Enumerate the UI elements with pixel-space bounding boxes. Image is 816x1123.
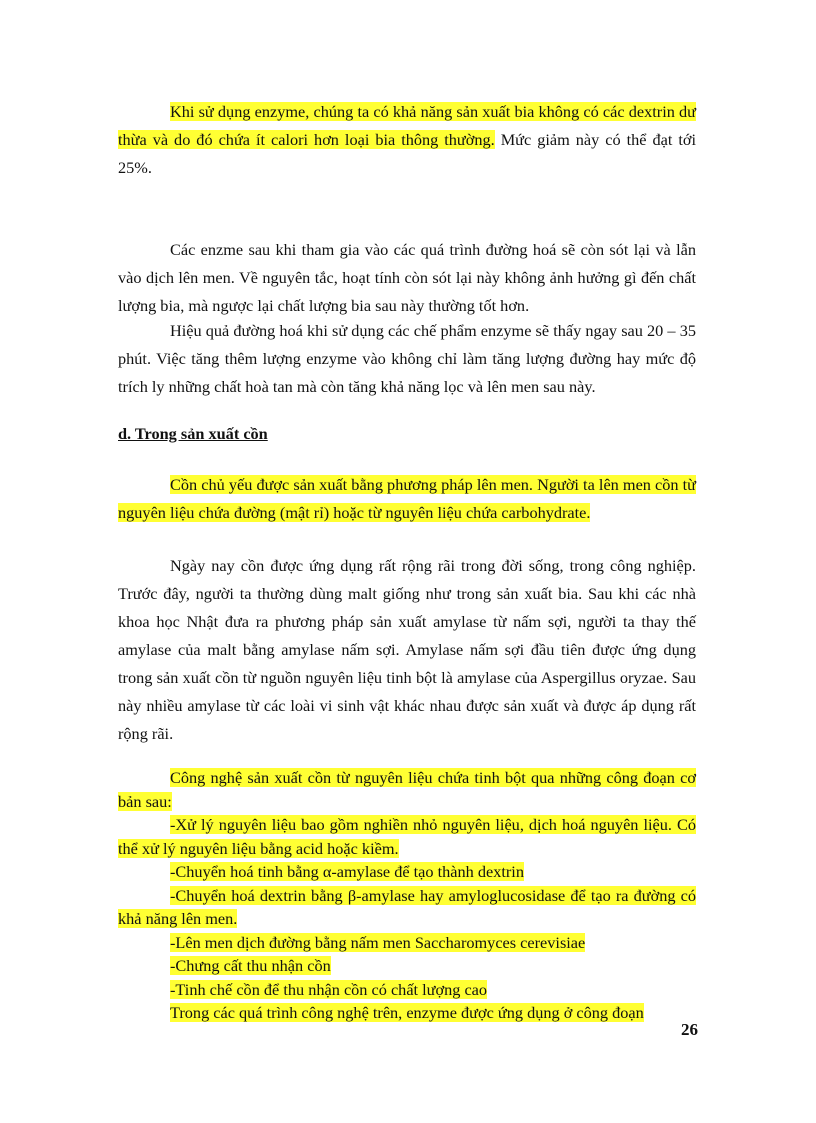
paragraph-amylase-history: Ngày nay cồn được ứng dụng rất rộng rãi trong đời sống, trong công nghiệp. Trước đây, người ta thường dùng malt giống như trong sản xuất bia. Sau khi các nhà khoa học Nhật đưa ra phương pháp sản xuất amylase từ nấm sợi, người ta thay thế amylase của malt bằng amylase nấm sợi. Amylase nấm sợi đầu tiên được ứng dụng trong sản xuất cồn từ nguồn nguyên liệu tinh bột là amylase của Aspergillus oryzae. Sau này nhiều amylase từ các loài vi sinh vật khác nhau được sản xuất và được áp dụng rất rộng rãi. [118,556,696,743]
paragraph-text: Mức giảm này có thể đạt tới 25%. [118,130,696,177]
highlighted-text: Khi sử dụng enzyme, chúng ta có khả năng sản xuất bia không có các dextrin dư thừa và do đó chứa ít calori hơn loại bia thông thường. [118,102,696,149]
process-tail: Trong các quá trình công nghệ trên, enzyme được ứng dụng ở công đoạn [170,1003,644,1022]
paragraph-enzyme-beer-calories [118,98,696,182]
paragraph-ethanol-production [118,471,696,527]
process-step: -Chưng cất thu nhận cồn [170,956,331,975]
process-step: -Chuyển hoá tinh bằng α-amylase để tạo thành dextrin [170,862,524,881]
paragraph-saccharification-efficiency: Hiệu quả đường hoá khi sử dụng các chế phẩm enzyme sẽ thấy ngay sau 20 – 35 phút. Việc tăng thêm lượng enzyme vào không chỉ làm tăng lượng đường hay mức độ trích ly những chất hoà tan mà còn tăng khả năng lọc và lên men sau này. [118,321,696,396]
process-step: -Tinh chế cồn để thu nhận cồn có chất lượng cao [170,979,488,999]
process-step: -Chuyển hoá dextrin bằng β-amylase hay amyloglucosidase để tạo ra đường có khả năng lên men. [118,885,696,928]
process-step: -Lên men dịch đường bằng nấm men Saccharomyces cerevisiae [170,932,586,952]
section-heading: d. Trong sản xuất cồn [118,424,268,443]
paragraph-process-steps [118,766,696,1025]
paragraph-residual-enzyme: Các enzme sau khi tham gia vào các quá trình đường hoá sẽ còn sót lại và lẫn vào dịch lên men. Về nguyên tắc, hoạt tính còn sót lại này không ảnh hưởng gì đến chất lượng bia, mà ngược lại chất lượng bia sau này thường tốt hơn. [118,240,696,315]
process-intro: Công nghệ sản xuất cồn từ nguyên liệu chứa tinh bột qua những công đoạn cơ bản sau: [118,768,696,811]
page-number: 26 [681,1020,698,1039]
process-step: -Xử lý nguyên liệu bao gồm nghiền nhỏ nguyên liệu, dịch hoá nguyên liệu. Có thể xử lý nguyên liệu bằng acid hoặc kiềm. [118,815,696,858]
highlighted-text: Cồn chủ yếu được sản xuất bằng phương pháp lên men. Người ta lên men cồn từ nguyên liệu chứa đường (mật rỉ) hoặc từ nguyên liệu chứa carbohydrate. [118,475,696,522]
